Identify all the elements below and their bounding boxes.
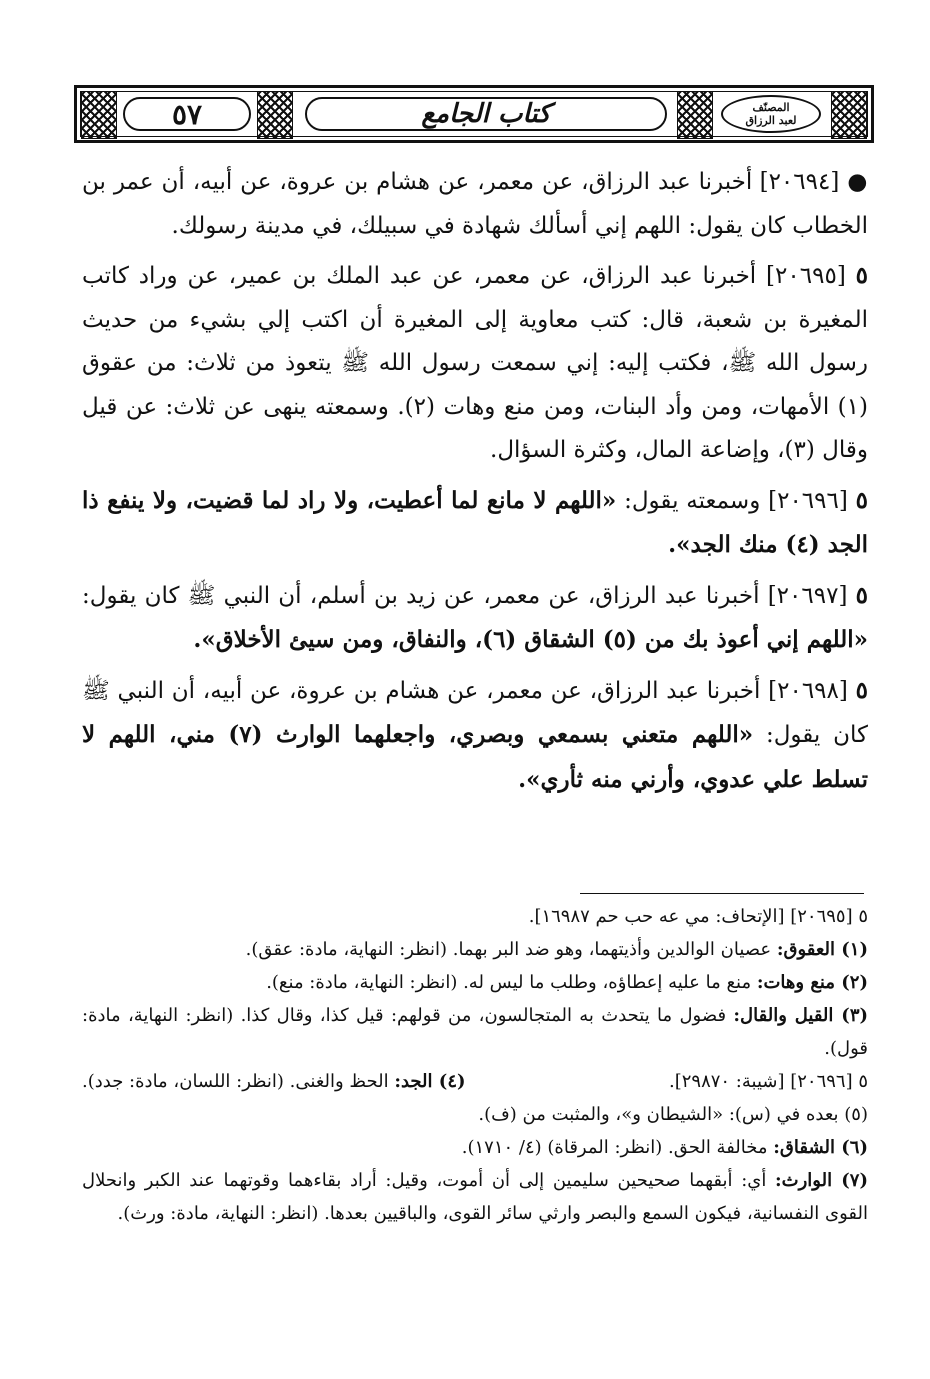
hadith-20697 [82,574,868,663]
ornament-right [831,91,867,139]
hadith-marker: ٥ [855,262,869,289]
footnote-term: (٣) القيل والقال: [733,1005,869,1026]
footnote-text: عصيان الوالدين وأذيتهما، وهو ضد البر بهما. (انظر: النهاية، مادة: عقق). [245,939,777,960]
footnote-text: فضول ما يتحدث به المتجالسون، من قولهم: قيل كذا، وقال كذا. (انظر: النهاية، مادة: قول). [82,1005,868,1059]
ornament-left [81,91,117,139]
footnote-text: مخالفة الحق. (انظر: المرقاة) (٤/ ١٧١٠). [461,1137,774,1158]
footnote-term: (٧) الوارث: [775,1170,868,1191]
ornament-mid-right [677,91,713,139]
hadith-prefix: [٢٠٦٩٧] أخبرنا عبد الرزاق، عن معمر، عن زيد بن أسلم، أن النبي ﷺ كان يقول: [82,582,848,609]
hadith-quote: «اللهم متعني بسمعي وبصري، واجعلهما الوارث (٧) مني، اللهم لا تسلط علي عدوي، وأرني منه ثأري». [82,721,868,793]
footnote-6 [82,1131,868,1164]
footnote-divider [580,893,864,894]
main-text [82,160,868,808]
footnote-term: (٢) منع وهات: [756,972,868,993]
footnote-text: أي: أبقهما صحيحين سليمين إلى أن أموت، وقيل: أراد بقاءهما وقوتهما عند الكبر وانحلال القوى النفسانية، فيكون السمع والبصر وارثي سائر القوى، والباقيين بعدها. (انظر: النهاية، مادة: ورث). [82,1170,868,1224]
footnotes [82,900,868,1230]
hadith-text: [٢٠٦٩٥] أخبرنا عبد الرزاق، عن معمر، عن عبد الملك بن عمير، عن وراد كاتب المغيرة بن شعبة، قال: كتب معاوية إلى المغيرة أن اكتب إلي بشيء من حديث رسول الله ﷺ، فكتب إليه: إني سمعت رسول الله ﷺ يتعوذ من ثلاث: من عقوق (١) الأمهات، ومن وأد البنات، ومن منع وهات (٢). وسمعته ينهى عن ثلاث: عن قيل وقال (٣)، وإضاعة المال، وكثرة السؤال. [82,263,868,463]
hadith-20696 [82,479,868,568]
hadith-marker: ٥ [855,581,869,609]
footnote-5: (٥) بعده في (س): «الشيطان و»، والمثبت من (ف). [478,1104,868,1125]
hadith-marker: ٥ [855,486,869,514]
hadith-prefix: [٢٠٦٩٨] أخبرنا عبد الرزاق، عن معمر، عن هشام بن عروة، عن أبيه، أن النبي ﷺ كان يقول: [82,677,868,748]
book-title: كتاب الجامع [305,97,667,131]
footnote-term: (٦) الشقاق: [773,1137,868,1158]
ornament-mid-left [257,91,293,139]
footnote-term: (١) العقوق: [776,939,868,960]
hadith-text: [٢٠٦٩٤] أخبرنا عبد الرزاق، عن معمر، عن هشام بن عروة، عن أبيه، أن عمر بن الخطاب كان يقول: اللهم إني أسألك شهادة في سبيلك، في مدينة رسولك. [82,169,868,239]
source-badge [721,95,821,133]
hadith-marker: ● [847,168,869,195]
hadith-20698 [82,669,868,803]
page-header [74,85,874,143]
footnote-4 [82,1065,466,1098]
hadith-20695 [82,254,868,473]
hadith-quote: «اللهم إني أعوذ بك من (٥) الشقاق (٦)، والنفاق، ومن سيئ الأخلاق». [193,626,868,653]
source-line-2: لعبد الرزاق [745,114,797,127]
hadith-prefix: [٢٠٦٩٦] وسمعته يقول: [616,487,848,514]
footnote-7 [82,1164,868,1230]
footnote-3 [82,999,868,1065]
hadith-quote: «اللهم لا مانع لما أعطيت، ولا راد لما قضيت، ولا ينفع ذا الجد (٤) منك الجد». [82,486,868,558]
footnote-term: (٤) الجد: [394,1071,466,1092]
hadith-marker: ٥ [855,676,869,704]
footnote-text: الحظ والغنى. (انظر: اللسان، مادة: جدد). [82,1071,395,1092]
footnote-2 [82,966,868,999]
footnote-ref-20695: ٥ [٢٠٦٩٥] [الإتحاف: مي عه حب حم ١٦٩٨٧]. [528,906,868,927]
footnote-text: منع ما عليه إعطاؤه، وطلب ما ليس له. (انظر: النهاية، مادة: منع). [266,972,757,993]
source-line-1: المصنّف [752,101,790,114]
footnote-row-20696 [82,1065,868,1098]
footnote-1 [82,933,868,966]
footnote-ref-20696: ٥ [٢٠٦٩٦] [شيبة: ٢٩٨٧٠]. [668,1071,868,1092]
page-number: ٥٧ [123,97,251,131]
hadith-20694 [82,160,868,248]
